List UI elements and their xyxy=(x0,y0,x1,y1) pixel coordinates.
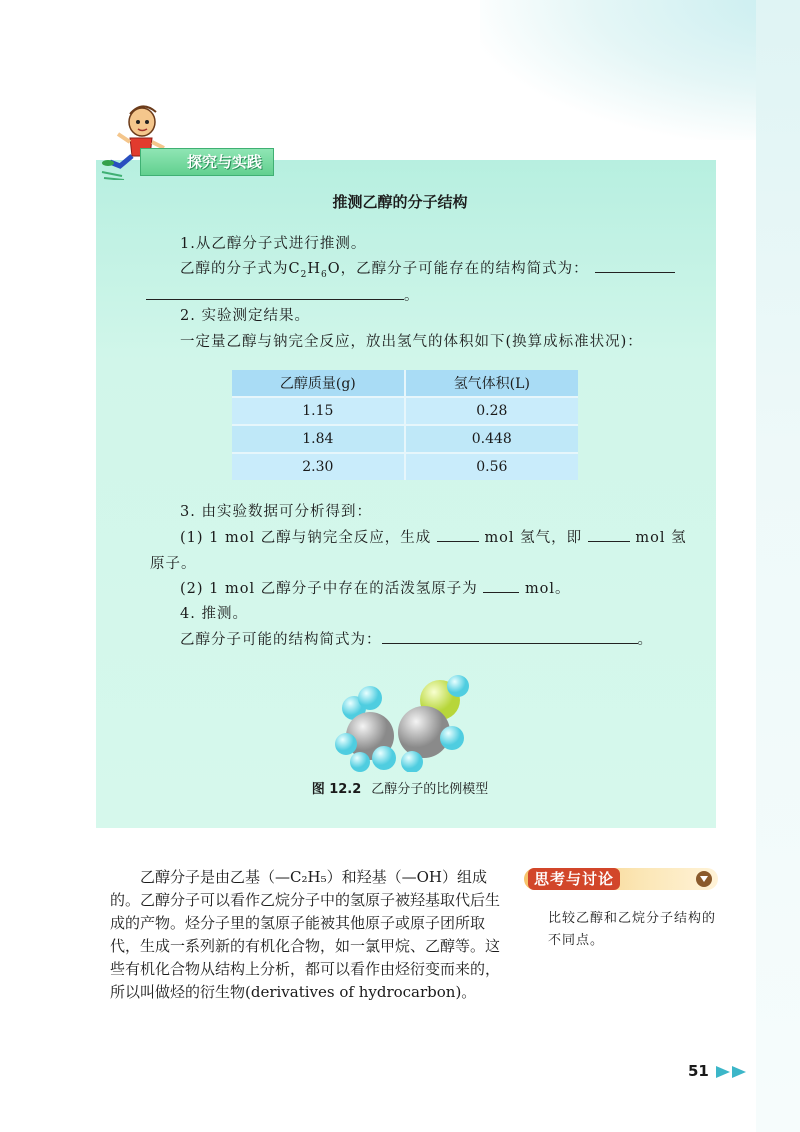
ethanol-model-image xyxy=(330,672,480,772)
table-row xyxy=(232,425,578,453)
page-number: 51 xyxy=(688,1062,709,1080)
step1-end: 。 xyxy=(404,288,420,304)
table-row xyxy=(232,397,578,425)
discussion-label: 思考与讨论 xyxy=(528,868,620,890)
figure-number: 图 12.2 xyxy=(311,782,362,797)
page-edge-strip xyxy=(756,0,800,1132)
step4-text: 乙醇分子可能的结构简式为： xyxy=(180,632,382,648)
step4-end: 。 xyxy=(637,632,653,648)
q1-part-c: mol 氢 xyxy=(635,530,687,546)
q1-part-b: mol 氢气，即 xyxy=(484,530,583,546)
step1-continuation xyxy=(146,284,420,305)
q2-part-a: (2) 1 mol 乙醇分子中存在的活泼氢原子为 xyxy=(180,581,478,597)
step3-heading: 3. 由实验数据可分析得到： xyxy=(180,504,372,520)
table-cell: 0.448 xyxy=(405,425,578,453)
step3-q1 xyxy=(180,526,687,547)
body-text xyxy=(110,866,510,1004)
answer-blank[interactable] xyxy=(146,285,404,300)
step1-heading: 1.从乙醇分子式进行推测。 xyxy=(180,236,367,252)
corner-decoration xyxy=(480,0,800,140)
table-cell: 1.84 xyxy=(232,425,405,453)
table-header: 乙醇质量(g) xyxy=(232,370,405,397)
step1-line-prefix: 乙醇的分子式为C xyxy=(180,261,301,277)
body-paragraph: 乙醇分子是由乙基（—C₂H₅）和羟基（—OH）组成的。乙醇分子可以看作乙烷分子中的氢原子被羟基取代后生成的产物。烃分子里的氢原子能被其他原子或原子团所取代，生成一系列新的有机化合物，如一氯甲烷、乙醇等。这些有机化合物从结构上分析，都可以看作由烃衍变而来的，所以叫做烃的衍生物(derivatives of hydrocarbon)。 xyxy=(110,868,501,1001)
activity-title: 推测乙醇的分子结构 xyxy=(332,193,468,211)
table-header: 氢气体积(L) xyxy=(405,370,578,397)
chevron-down-icon xyxy=(696,871,712,887)
discussion-sidebar xyxy=(524,868,718,968)
step3-q1-wrap: 原子。 xyxy=(150,556,197,572)
table-header-row xyxy=(232,370,578,397)
q1-part-a: (1) 1 mol 乙醇与钠完全反应，生成 xyxy=(180,530,432,546)
step4-line xyxy=(180,628,653,649)
table-row xyxy=(232,453,578,480)
answer-blank[interactable] xyxy=(437,527,479,542)
section-header-tab xyxy=(140,148,274,176)
step1-line-suffix: O，乙醇分子可能存在的结构简式为： xyxy=(327,261,589,277)
figure-caption-text: 乙醇分子的比例模型 xyxy=(371,782,489,797)
q2-part-b: mol。 xyxy=(524,581,571,597)
data-table xyxy=(232,370,578,480)
table-cell: 1.15 xyxy=(232,397,405,425)
answer-blank[interactable] xyxy=(483,578,519,593)
answer-blank[interactable] xyxy=(588,527,630,542)
figure-caption xyxy=(0,778,800,797)
table-cell: 2.30 xyxy=(232,453,405,480)
answer-blank[interactable] xyxy=(595,258,675,273)
answer-blank[interactable] xyxy=(382,629,638,644)
step4-heading: 4. 推测。 xyxy=(180,606,248,622)
step2-heading: 2. 实验测定结果。 xyxy=(180,308,310,324)
discussion-text: 比较乙醇和乙烷分子结构的不同点。 xyxy=(548,911,717,948)
step2-desc: 一定量乙醇与钠完全反应，放出氢气的体积如下(换算成标准状况)： xyxy=(180,334,643,350)
section-label: 探究与实践 xyxy=(187,153,263,171)
step1-line: 乙醇的分子式为$C_2H_6O$，乙醇分子可能存在的结构简式为： xyxy=(180,257,675,280)
table-cell: 0.56 xyxy=(405,453,578,480)
table-cell: 0.28 xyxy=(405,397,578,425)
step3-q2 xyxy=(180,577,571,598)
next-page-arrows-icon xyxy=(714,1064,754,1080)
